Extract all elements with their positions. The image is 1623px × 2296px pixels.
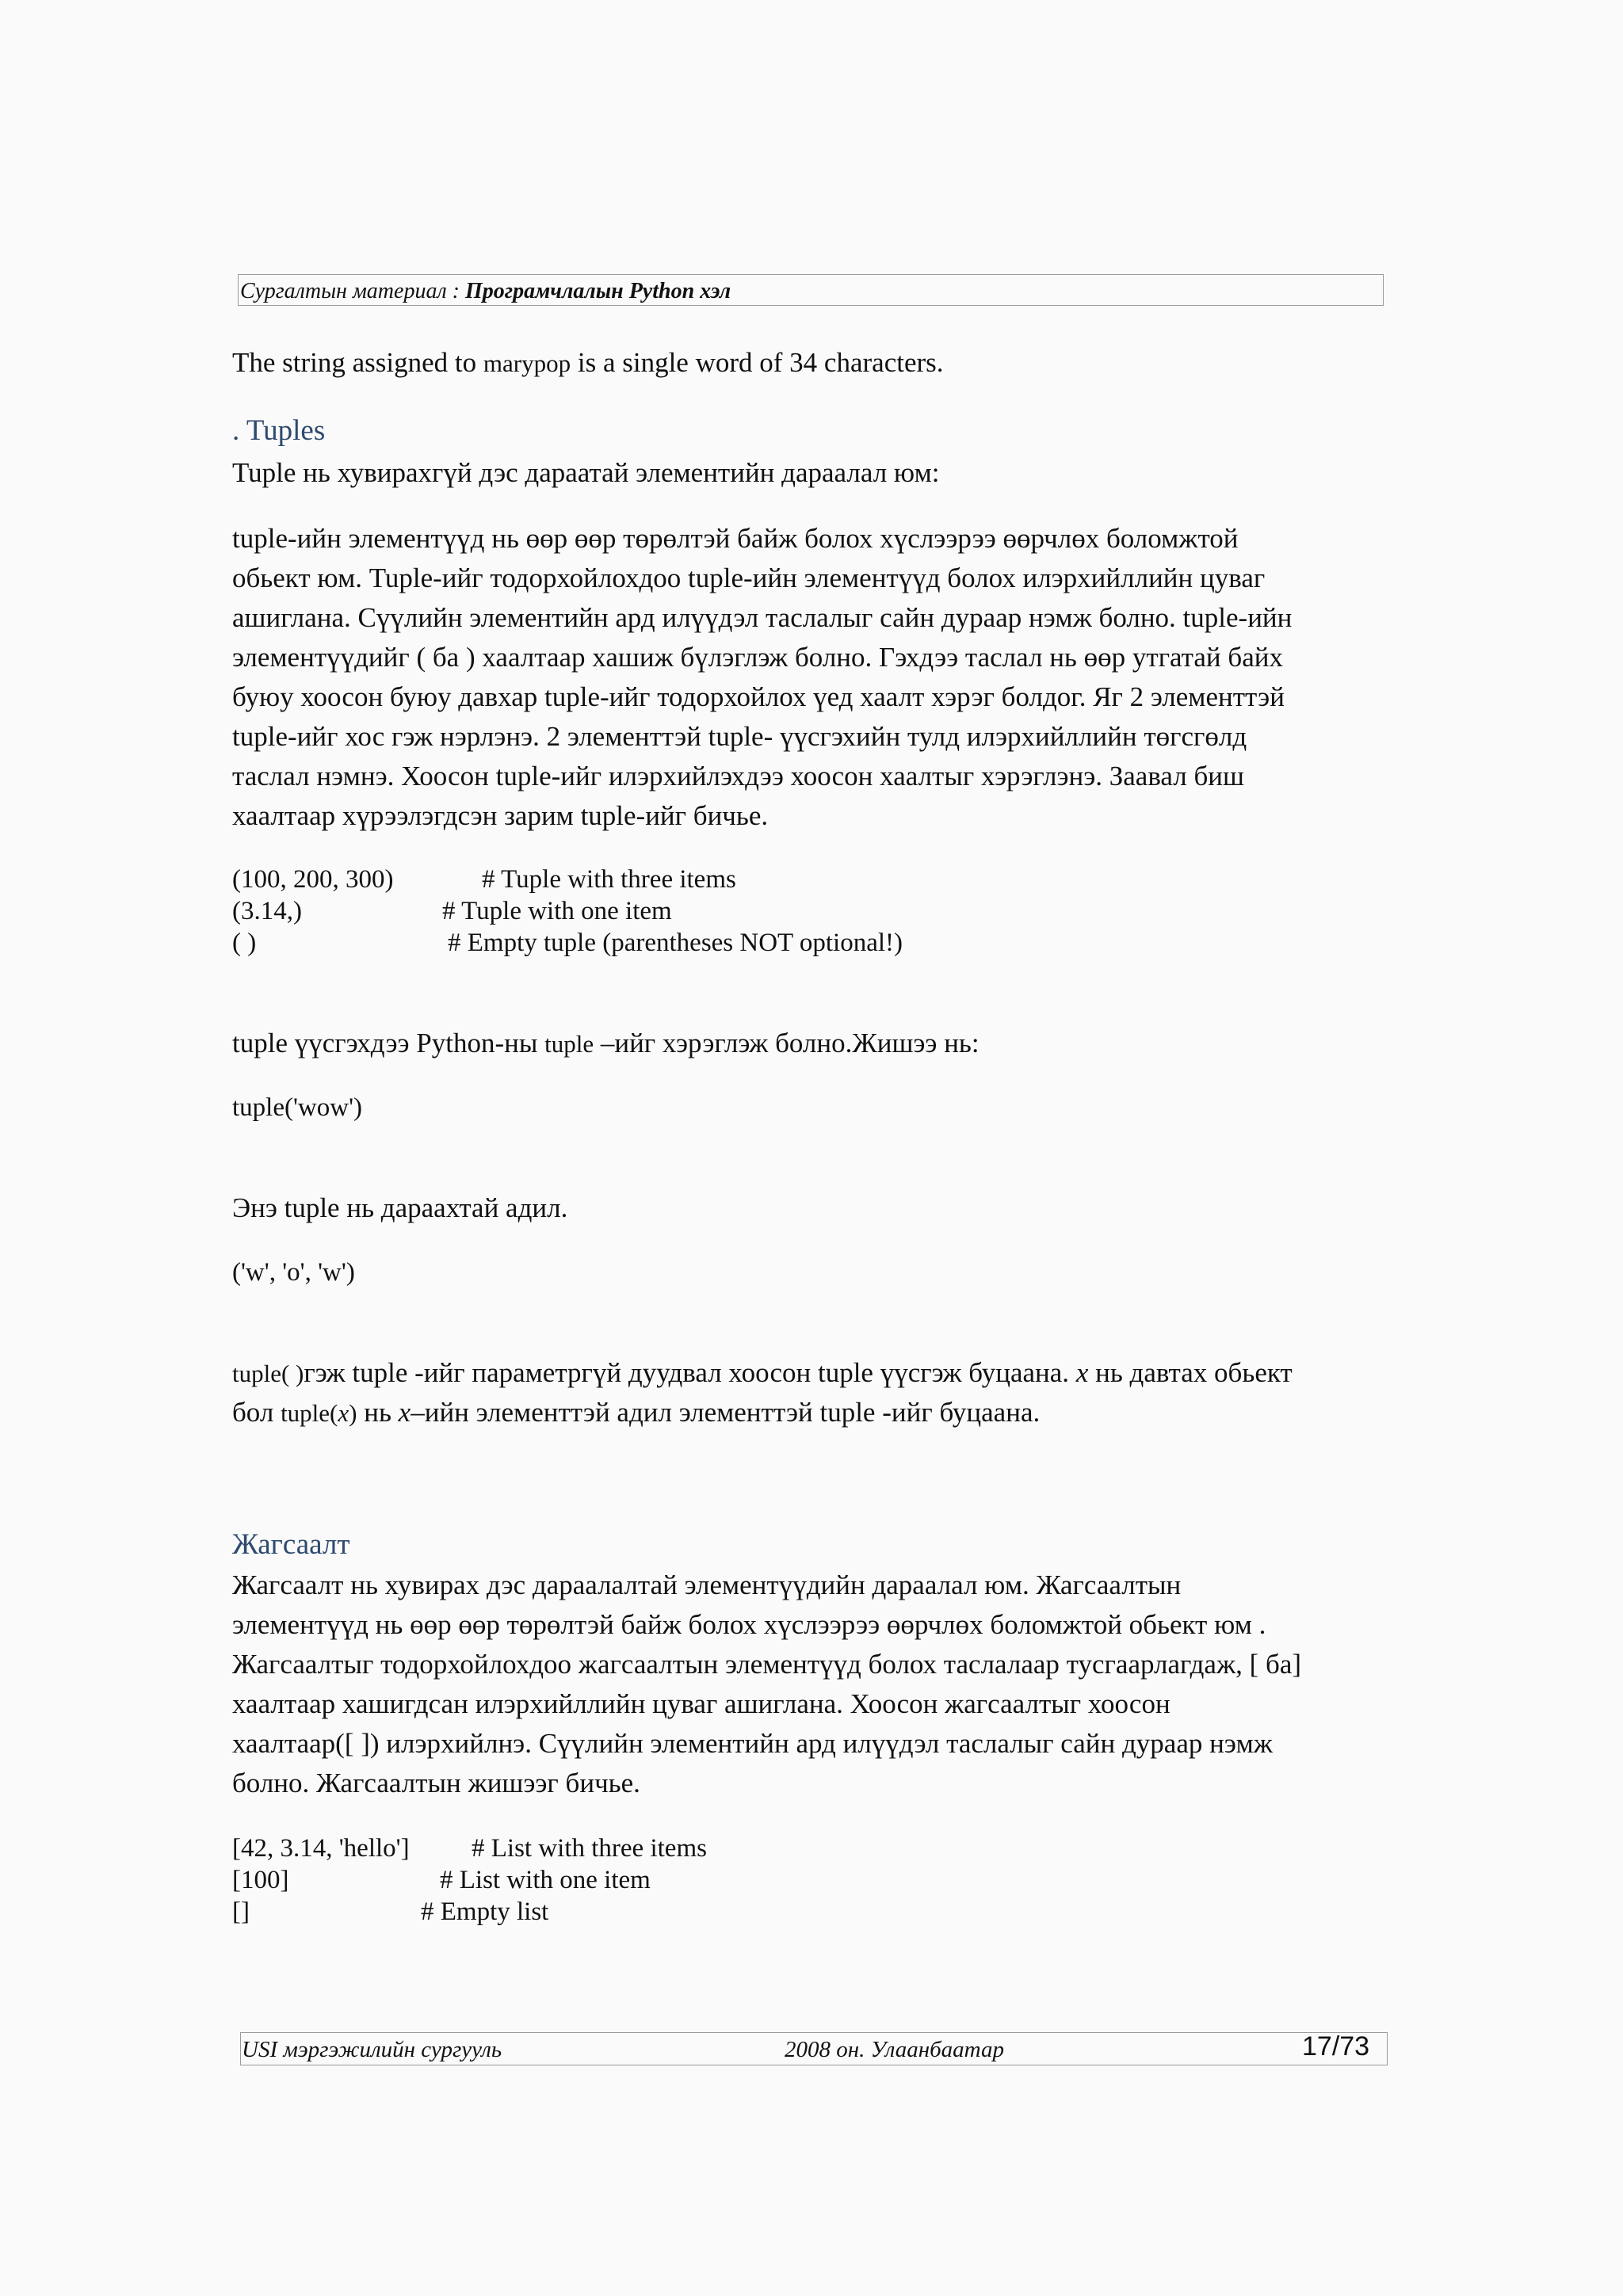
paragraph-line: элементүүд нь өөр өөр төрөлтэй байж болох хүслээрээ өөрчлөх боломжтой обьект юм . — [232, 1609, 1266, 1640]
lists-paragraph — [232, 1566, 1301, 1803]
tuple-example-wow: tuple('wow') — [232, 1093, 363, 1122]
code-paren: ) — [349, 1399, 357, 1427]
code-expression: (100, 200, 300) — [232, 865, 394, 894]
paragraph-line: хаалтаар хашигдсан илэрхийллийн цуваг ашиглана. Хоосон жагсаалтыг хоосон — [232, 1688, 1170, 1719]
paragraph-line: таслал нэмнэ. Хоосон tuple-ийг илэрхийлэхдээ хоосон хаалтыг хэрэглэнэ. Заавал биш — [232, 761, 1244, 791]
paragraph-line: хаалтаар хүрээлэгдсэн зарим tuple-ийг бичье. — [232, 800, 769, 831]
code-tuple-call: tuple( ) — [232, 1360, 304, 1387]
paragraph-line: Жагсаалт нь хувирах дэс дараалалтай элементүүдийн дараалал юм. Жагсаалтын — [232, 1569, 1182, 1600]
intro-text-c: is a single word of 34 characters. — [571, 347, 944, 378]
tuples-heading: . Tuples — [232, 414, 326, 447]
text: –ийн элементтэй адил элементтэй tuple -ийг буцаана. — [411, 1397, 1041, 1428]
paragraph-line: хаалтаар([ ]) илэрхийлнэ. Сүүлийн элементийн ард илүүдэл таслалыг сайн дураар нэмж — [232, 1728, 1273, 1759]
create-text-a: tuple үүсгэхдээ Python-ны — [232, 1028, 545, 1058]
code-comment: # List with three items — [472, 1834, 707, 1863]
intro-sentence — [232, 343, 944, 383]
code-comment: # Empty tuple (parentheses NOT optional!) — [448, 929, 903, 957]
text: нь — [357, 1397, 399, 1428]
tuple-same-sentence: Энэ tuple нь дараахтай адил. — [232, 1192, 568, 1223]
code-expression: [42, 3.14, 'hello'] — [232, 1834, 410, 1863]
lists-heading: Жагсаалт — [232, 1528, 350, 1561]
code-expression: ( ) — [232, 929, 257, 957]
var-x: x — [338, 1399, 349, 1427]
code-comment: # Tuple with three items — [482, 865, 736, 894]
create-text-c: –ийг хэрэглэж болно.Жишээ нь: — [594, 1028, 980, 1058]
paragraph-line: tuple-ийн элементүүд нь өөр өөр төрөлтэй байж болох хүслээрээ өөрчлөх боломжтой — [232, 523, 1239, 554]
paragraph-line: обьект юм. Tuple-ийг тодорхойлохдоо tuple-ийн элементүүд болох илэрхийллийн цуваг — [232, 563, 1266, 593]
tuple-empty-call-line — [232, 1353, 1293, 1394]
tuple-create-sentence — [232, 1024, 980, 1064]
create-code-tuple: tuple — [544, 1030, 594, 1058]
paragraph-line: Жагсаалтыг тодорхойлохдоо жагсаалтын элементүүд болох таслалаар тусгаарлагдаж, [ ба] — [232, 1649, 1302, 1680]
paragraph-line: tuple-ийг хос гэж нэрлэнэ. 2 элементтэй tuple- үүсгэхийн тулд илэрхийллийн төгсгөлд — [232, 721, 1247, 752]
footer-year-place: 2008 он. Улаанбаатар — [785, 2037, 1004, 2062]
code-tuple-call: tuple( — [281, 1399, 338, 1427]
code-comment: # List with one item — [440, 1866, 651, 1894]
text: бол — [232, 1397, 281, 1428]
header-title: Програмчлалын Python хэл — [465, 279, 731, 303]
running-header — [240, 277, 731, 306]
header-prefix: Сургалтын материал : — [240, 279, 465, 303]
paragraph-line: буюу хоосон буюу давхар tuple-ийг тодорхойлох үед хаалт хэрэг болдог. Яг 2 элементтэй — [232, 681, 1285, 712]
code-comment: # Empty list — [421, 1897, 549, 1926]
text: гэж tuple -ийг параметргүй дуудвал хоосон tuple үүсгэж буцаана. — [304, 1357, 1076, 1388]
page-number: 17/73 — [1302, 2031, 1370, 2061]
intro-text-a: The string assigned to — [232, 347, 483, 378]
intro-code-marypop: marypop — [483, 349, 571, 377]
var-x: x — [1075, 1357, 1089, 1388]
code-expression: [100] — [232, 1866, 289, 1894]
code-expression: [] — [232, 1897, 250, 1926]
tuple-x-call-line — [232, 1393, 1040, 1433]
paragraph-line: ашиглана. Сүүлийн элементийн ард илүүдэл таслалыг сайн дураар нэмж болно. tuple-ийн — [232, 602, 1293, 633]
tuple-example-chars: ('w', 'o', 'w') — [232, 1258, 355, 1287]
text: нь давтах обьект — [1088, 1357, 1293, 1388]
var-x: x — [398, 1397, 411, 1428]
tuples-paragraph — [232, 519, 1292, 836]
code-expression: (3.14,) — [232, 897, 302, 925]
paragraph-line: болно. Жагсаалтын жишээг бичье. — [232, 1768, 640, 1798]
paragraph-line: элементүүдийг ( ба ) хаалтаар хашиж бүлэглэж болно. Гэхдээ таслал нь өөр утгатай байх — [232, 642, 1283, 673]
code-comment: # Tuple with one item — [442, 897, 672, 925]
footer-school: USI мэргэжилийн сургууль — [242, 2037, 502, 2062]
tuples-definition: Tuple нь хувирахгүй дэс дараатай элементийн дараалал юм: — [232, 457, 940, 488]
